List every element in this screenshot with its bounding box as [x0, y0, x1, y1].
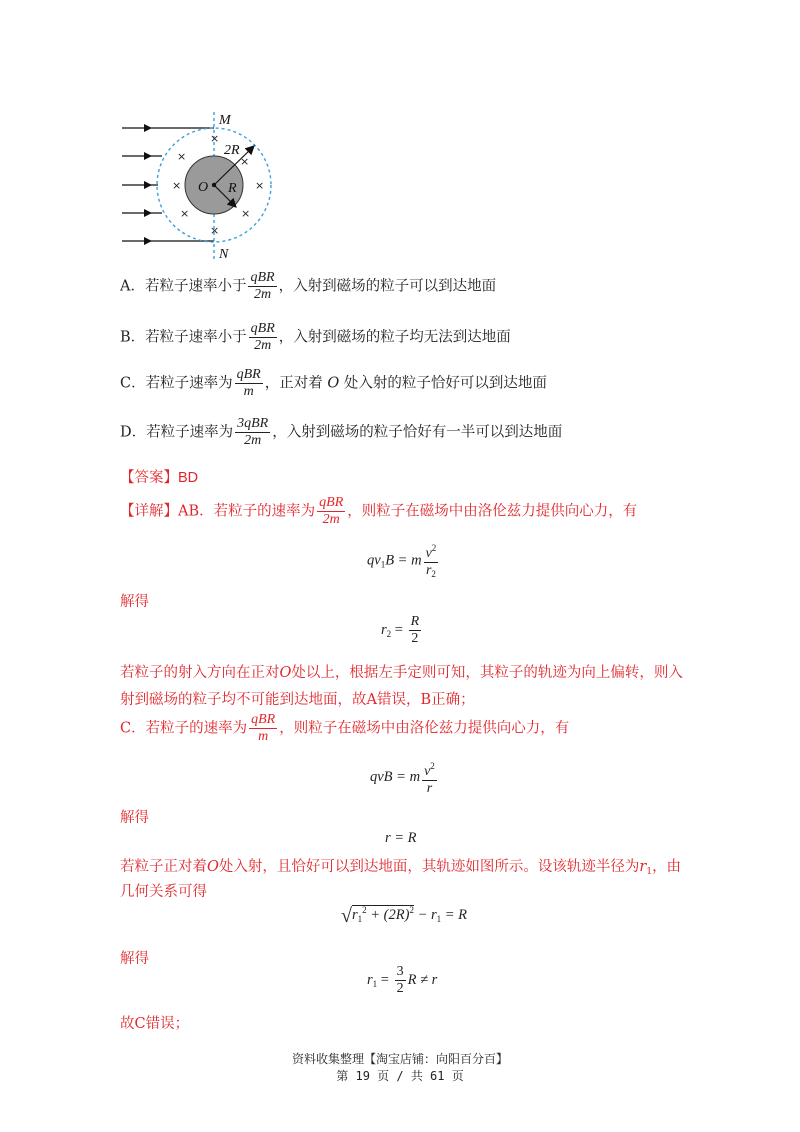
cross-mark: ×: [255, 179, 265, 192]
equation-4: r = R: [385, 830, 417, 846]
fraction: $\frac{v^2}{r}$: [422, 758, 437, 797]
footer-page-number: 第 19 页 / 共 61 页: [336, 1069, 464, 1083]
cross-mark: ×: [177, 150, 187, 163]
label-o: O: [198, 180, 209, 195]
equation-2: $r_2$ = $\frac{R}{2}$: [381, 614, 420, 646]
cross-mark: ×: [210, 132, 220, 145]
option-a: A．若粒子速率小于 $\frac{\text{qBR}}{2m}$ ，入射到磁场的粒子可以到达地面: [120, 270, 497, 302]
detail-c-line: C．若粒子的速率为 $\frac{\text{qBR}}{m}$ ，则粒子在磁场中由洛伦兹力提供向心力，有: [120, 712, 570, 744]
cross-mark: ×: [240, 155, 250, 168]
label-n: N: [219, 247, 229, 262]
cross-mark: ×: [241, 207, 251, 220]
fraction: $\frac{\text{qBR}}{m}$: [251, 712, 276, 744]
jiede-1: 解得: [120, 594, 149, 610]
fraction: $\frac{R}{2}$: [410, 614, 420, 646]
cross-mark: ×: [172, 179, 182, 192]
option-b: B．若粒子速率小于 $\frac{\text{qBR}}{2m}$ ，入射到磁场的粒子均无法到达地面: [120, 321, 511, 353]
detail-ab-line: 【详解】AB．若粒子的速率为 $\frac{\text{qBR}}{2m}$ ，则粒子在磁场中由洛伦兹力提供向心力，有: [120, 495, 638, 527]
magnetic-field-diagram: [118, 110, 288, 265]
paragraph-1-line-1: 若粒子的射入方向在正对O处以上，根据左手定则可知，其粒子的轨迹为向上偏转，则入: [120, 665, 683, 681]
cross-mark: ×: [180, 207, 190, 220]
paragraph-2-line-1: 若粒子正对着O处入射，且恰好可以到达地面，其轨迹如图所示。设该轨迹半径为$r_1$，由: [120, 859, 682, 877]
equation-5: $√r_1^2 + (2R)^2 - r_1 = R$: [341, 905, 468, 927]
fraction: $\frac{3}{2}$: [396, 964, 404, 996]
fraction: $\frac{\text{qBR}}{2m}$: [319, 495, 344, 527]
fraction: $\frac{\text{qBR}}{m}$: [236, 367, 261, 399]
equation-1: $qv_1B = m$ $\frac{v^2}{r_2}$: [367, 540, 440, 582]
jiede-2: 解得: [120, 810, 149, 826]
paragraph-2-line-2: 几何关系可得: [120, 884, 207, 900]
option-c: C．若粒子速率为 $\frac{\text{qBR}}{m}$ ，正对着 O 处入射的粒子恰好可以到达地面: [120, 367, 547, 399]
fraction: $\frac{v^2}{r_2}$: [424, 540, 439, 582]
label-m: M: [219, 113, 231, 128]
jiede-3: 解得: [120, 951, 149, 967]
paragraph-1-line-2: 射到磁场的粒子均不可能到达地面，故A错误，B正确；: [120, 692, 475, 708]
conclusion-line: 故C错误；: [120, 1016, 190, 1032]
answer-value: BD: [178, 470, 199, 486]
fraction: $\frac{\text{qBR}}{2m}$: [250, 321, 275, 353]
fraction: $\frac{\text{qBR}}{2m}$: [250, 270, 275, 302]
fraction: $\frac{\text{3qBR}}{2m}$: [237, 416, 269, 448]
option-d: D．若粒子速率为 $\frac{\text{3qBR}}{2m}$ ，入射到磁场的粒子恰好有一半可以到达地面: [120, 416, 563, 448]
equation-3: qvB = m $\frac{v^2}{r}$: [370, 758, 439, 797]
footer-source: 资料收集整理【淘宝店铺：向阳百分百】: [291, 1052, 508, 1066]
equation-6: $r_1$ = $\frac{3}{2}$ R ≠ r: [367, 964, 438, 996]
answer-line: 【答案】BD: [120, 470, 199, 486]
label-2r: 2R: [224, 143, 240, 158]
label-r: R: [228, 181, 237, 196]
cross-mark: ×: [210, 224, 220, 237]
